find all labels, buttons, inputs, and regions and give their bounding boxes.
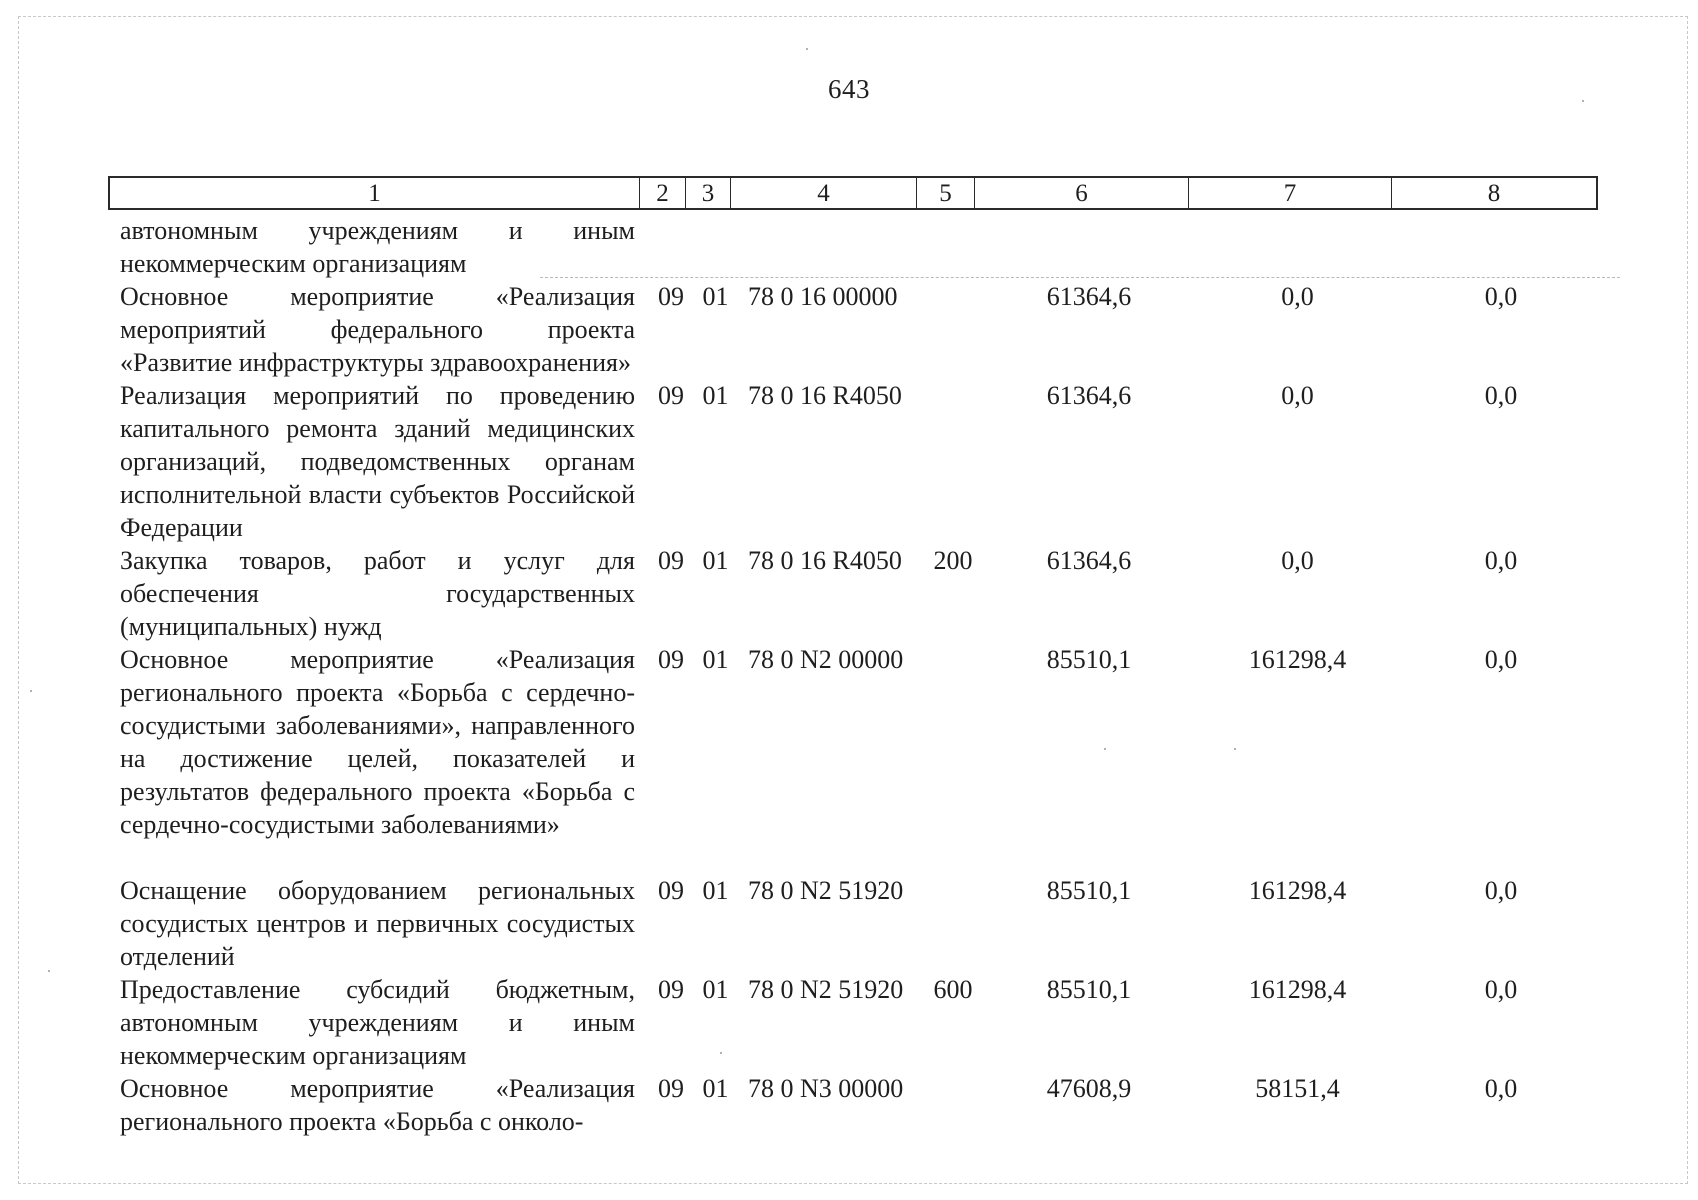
cell-amount-3: 0,0 bbox=[1484, 645, 1518, 674]
scan-speck bbox=[1104, 748, 1106, 750]
row-description: Закупка товаров, работ и услуг для обеспечения государственных (муниципальных) нужд bbox=[120, 546, 635, 641]
cell-amount-2: 58151,4 bbox=[1255, 1074, 1340, 1103]
scan-speck bbox=[1582, 100, 1584, 102]
cell-amount-3: 0,0 bbox=[1484, 381, 1518, 410]
row-description: Оснащение оборудованием региональных сосудистых центров и первичных сосудистых отделений bbox=[120, 876, 635, 971]
cell-subsection: 01 bbox=[702, 876, 729, 905]
cell-expense-type: 200 bbox=[933, 546, 973, 575]
cell-amount-3: 0,0 bbox=[1484, 876, 1518, 905]
cell-amount-2: 161298,4 bbox=[1248, 975, 1347, 1004]
cell-subsection: 01 bbox=[702, 645, 729, 674]
cell-section: 09 bbox=[658, 645, 684, 674]
cell-target-code: 78 0 16 R4050 bbox=[748, 381, 902, 410]
row-description: Основное мероприятие «Реализация регионального проекта «Борьба с сердечно-сосудистыми заболеваниями», направленного на достижение целей, показателей и результатов федерального проекта «Борьба с сердечно-сосудистыми заболеваниями» bbox=[120, 645, 635, 839]
header-col-5: 5 bbox=[917, 178, 975, 208]
cell-section: 09 bbox=[658, 546, 684, 575]
cell-section: 09 bbox=[658, 876, 684, 905]
cell-target-code: 78 0 N3 00000 bbox=[748, 1074, 904, 1103]
scan-artifact-line bbox=[540, 277, 1620, 278]
cell-section: 09 bbox=[658, 381, 684, 410]
cell-amount-1: 61364,6 bbox=[1046, 282, 1132, 311]
cell-amount-3: 0,0 bbox=[1484, 282, 1518, 311]
cell-amount-2: 0,0 bbox=[1281, 546, 1314, 575]
cell-amount-2: 0,0 bbox=[1281, 282, 1314, 311]
cell-subsection: 01 bbox=[702, 1074, 729, 1103]
scan-speck bbox=[30, 690, 32, 692]
row-description: автономным учреждениям и иным некоммерческим организациям bbox=[120, 216, 635, 278]
cell-amount-1: 47608,9 bbox=[1046, 1074, 1132, 1103]
scan-speck bbox=[806, 48, 808, 50]
header-col-6: 6 bbox=[975, 178, 1189, 208]
cell-amount-1: 85510,1 bbox=[1046, 645, 1132, 674]
cell-section: 09 bbox=[658, 282, 684, 311]
row-description: Основное мероприятие «Реализация регионального проекта «Борьба с онколо- bbox=[120, 1074, 635, 1136]
cell-amount-3: 0,0 bbox=[1484, 1074, 1518, 1103]
cell-target-code: 78 0 N2 00000 bbox=[748, 645, 904, 674]
row-description: Реализация мероприятий по проведению капитального ремонта зданий медицинских организаций, подведомственных органам исполнительной власти субъектов Российской Федерации bbox=[120, 381, 635, 542]
page-number: 643 bbox=[828, 74, 870, 104]
cell-amount-2: 0,0 bbox=[1281, 381, 1314, 410]
header-col-7: 7 bbox=[1189, 178, 1392, 208]
header-col-3: 3 bbox=[686, 178, 731, 208]
table-header bbox=[108, 176, 1598, 210]
header-col-4: 4 bbox=[731, 178, 917, 208]
cell-section: 09 bbox=[658, 975, 684, 1004]
cell-amount-2: 161298,4 bbox=[1248, 645, 1347, 674]
row-description: Предоставление субсидий бюджетным, автономным учреждениям и иным некоммерческим организациям bbox=[120, 975, 635, 1070]
cell-amount-1: 85510,1 bbox=[1046, 876, 1132, 905]
cell-subsection: 01 bbox=[702, 975, 729, 1004]
header-col-2: 2 bbox=[640, 178, 686, 208]
cell-amount-3: 0,0 bbox=[1484, 546, 1518, 575]
row-description: Основное мероприятие «Реализация мероприятий федерального проекта «Развитие инфраструктуры здравоохранения» bbox=[120, 282, 635, 377]
cell-amount-3: 0,0 bbox=[1484, 975, 1518, 1004]
cell-subsection: 01 bbox=[702, 381, 729, 410]
cell-expense-type: 600 bbox=[933, 975, 973, 1004]
cell-amount-1: 85510,1 bbox=[1046, 975, 1132, 1004]
cell-section: 09 bbox=[658, 1074, 684, 1103]
cell-target-code: 78 0 16 R4050 bbox=[748, 546, 902, 575]
cell-amount-2: 161298,4 bbox=[1248, 876, 1347, 905]
scan-speck bbox=[720, 1052, 722, 1054]
cell-target-code: 78 0 N2 51920 bbox=[748, 876, 904, 905]
scan-speck bbox=[48, 970, 50, 972]
cell-subsection: 01 bbox=[702, 282, 729, 311]
cell-amount-1: 61364,6 bbox=[1046, 381, 1132, 410]
cell-subsection: 01 bbox=[702, 546, 729, 575]
header-col-8: 8 bbox=[1487, 180, 1501, 207]
cell-target-code: 78 0 N2 51920 bbox=[748, 975, 904, 1004]
header-col-1: 1 bbox=[110, 178, 640, 208]
scan-speck bbox=[1234, 748, 1236, 750]
cell-amount-1: 61364,6 bbox=[1046, 546, 1132, 575]
table-body bbox=[108, 214, 1598, 1154]
cell-target-code: 78 0 16 00000 bbox=[748, 282, 898, 311]
